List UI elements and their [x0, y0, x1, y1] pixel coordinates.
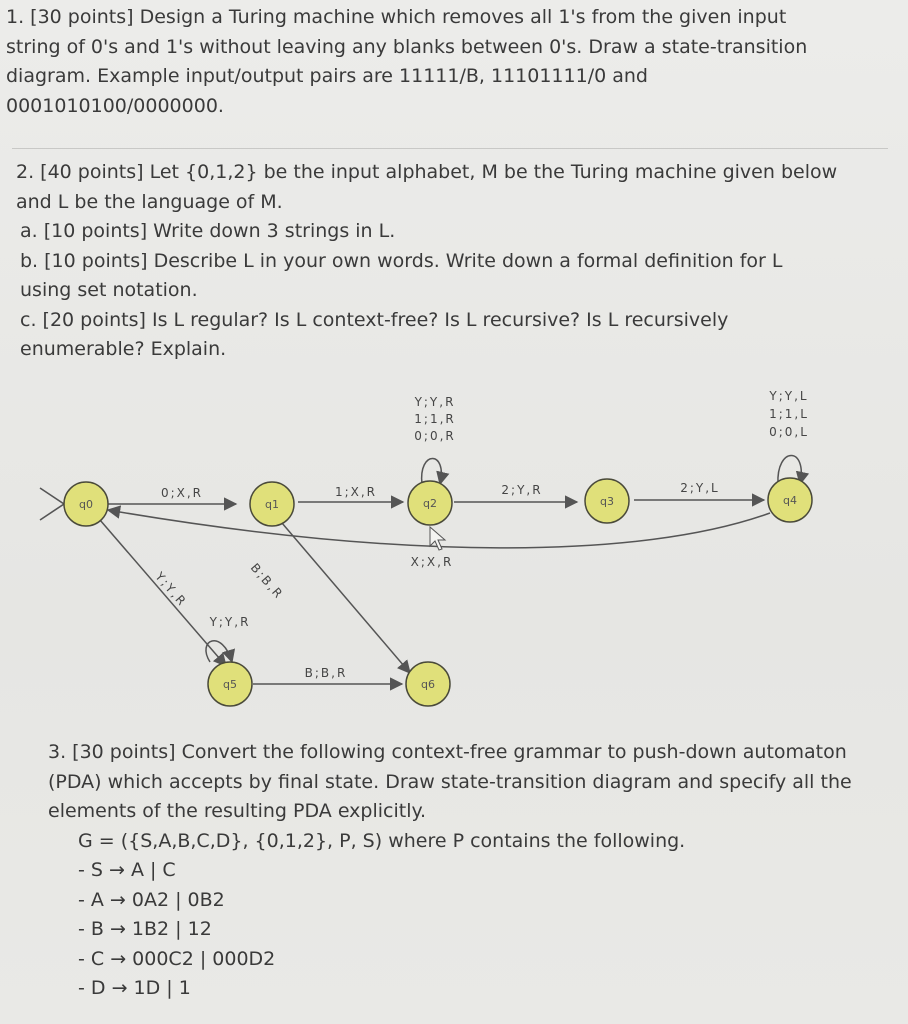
edge-label-q5-q6: B;B,R: [304, 666, 348, 680]
state-label-q6: q6: [421, 678, 435, 691]
question-3-line: (PDA) which accepts by final state. Draw state-transition diagram and specify all the: [48, 770, 852, 793]
loop-label-q4: 0;0,L: [769, 425, 809, 439]
grammar-definition: G = ({S,A,B,C,D}, {0,1,2}, P, S) where P contains the following.: [78, 829, 686, 852]
grammar-rule: - S → A | C: [78, 859, 176, 881]
state-label-q2: q2: [423, 497, 437, 510]
state-label-q5: q5: [223, 678, 237, 691]
start-arrow-icon: [40, 488, 64, 520]
question-2-line: 2. [40 points] Let {0,1,2} be the input alphabet, M be the Turing machine given below: [16, 161, 838, 183]
loop-label-q2: 1;1,R: [414, 412, 456, 426]
loop-label-q2: 0;0,R: [414, 429, 456, 443]
loop-label-q5: Y;Y,R: [209, 615, 251, 629]
loop-label-q4: Y;Y,L: [769, 389, 809, 403]
question-2c-cont: enumerable? Explain.: [20, 338, 227, 360]
state-label-q3: q3: [600, 495, 614, 508]
loop-q2: [422, 459, 442, 485]
question-3-line: 3. [30 points] Convert the following context-free grammar to push-down automaton: [48, 741, 847, 763]
question-1-line: 1. [30 points] Design a Turing machine which removes all 1's from the given input: [6, 6, 787, 28]
question-2-line: and L be the language of M.: [16, 190, 283, 213]
question-1-line: diagram. Example input/output pairs are 11111/B, 11101111/0 and: [6, 65, 648, 87]
edge-label-q0-q1: 0;X,R: [160, 486, 204, 500]
grammar-rule: - C → 000C2 | 000D2: [78, 947, 276, 970]
edge-label-q3-q4: 2;Y,L: [680, 481, 720, 495]
state-label-q4: q4: [783, 494, 797, 507]
grammar-rule: - D → 1D | 1: [78, 977, 191, 999]
edge-label-q1-q2: 1;X,R: [334, 485, 378, 499]
loop-label-q4: 1;1,L: [769, 407, 809, 421]
question-2c: c. [20 points] Is L regular? Is L context-free? Is L recursive? Is L recursively: [20, 308, 729, 331]
question-2b-cont: using set notation.: [20, 279, 198, 301]
question-2b: b. [10 points] Describe L in your own words. Write down a formal definition for L: [20, 249, 783, 272]
question-3-line: elements of the resulting PDA explicitly.: [48, 800, 427, 822]
edge-label-q0-q5: Y;Y,R: [152, 569, 190, 610]
state-label-q1: q1: [265, 498, 279, 511]
question-1-line: string of 0's and 1's without leaving any blanks between 0's. Draw a state-transition: [6, 35, 808, 58]
loop-label-q2: Y;Y,R: [414, 395, 456, 409]
state-label-q0: q0: [79, 498, 93, 511]
edge-label-q2-q3: 2;Y,R: [501, 483, 543, 497]
edge-label-q1-q6: B;B,R: [247, 560, 287, 603]
grammar-rule: - B → 1B2 | 12: [78, 918, 212, 940]
question-1-line: 0001010100/0000000.: [6, 94, 224, 117]
question-2a: a. [10 points] Write down 3 strings in L.: [20, 220, 396, 242]
edge-label-q4-q0: X;X,R: [410, 555, 454, 569]
edge-q1-q6: [276, 516, 410, 673]
question-3: [48, 738, 898, 1004]
grammar-rule: - A → 0A2 | 0B2: [78, 888, 225, 911]
